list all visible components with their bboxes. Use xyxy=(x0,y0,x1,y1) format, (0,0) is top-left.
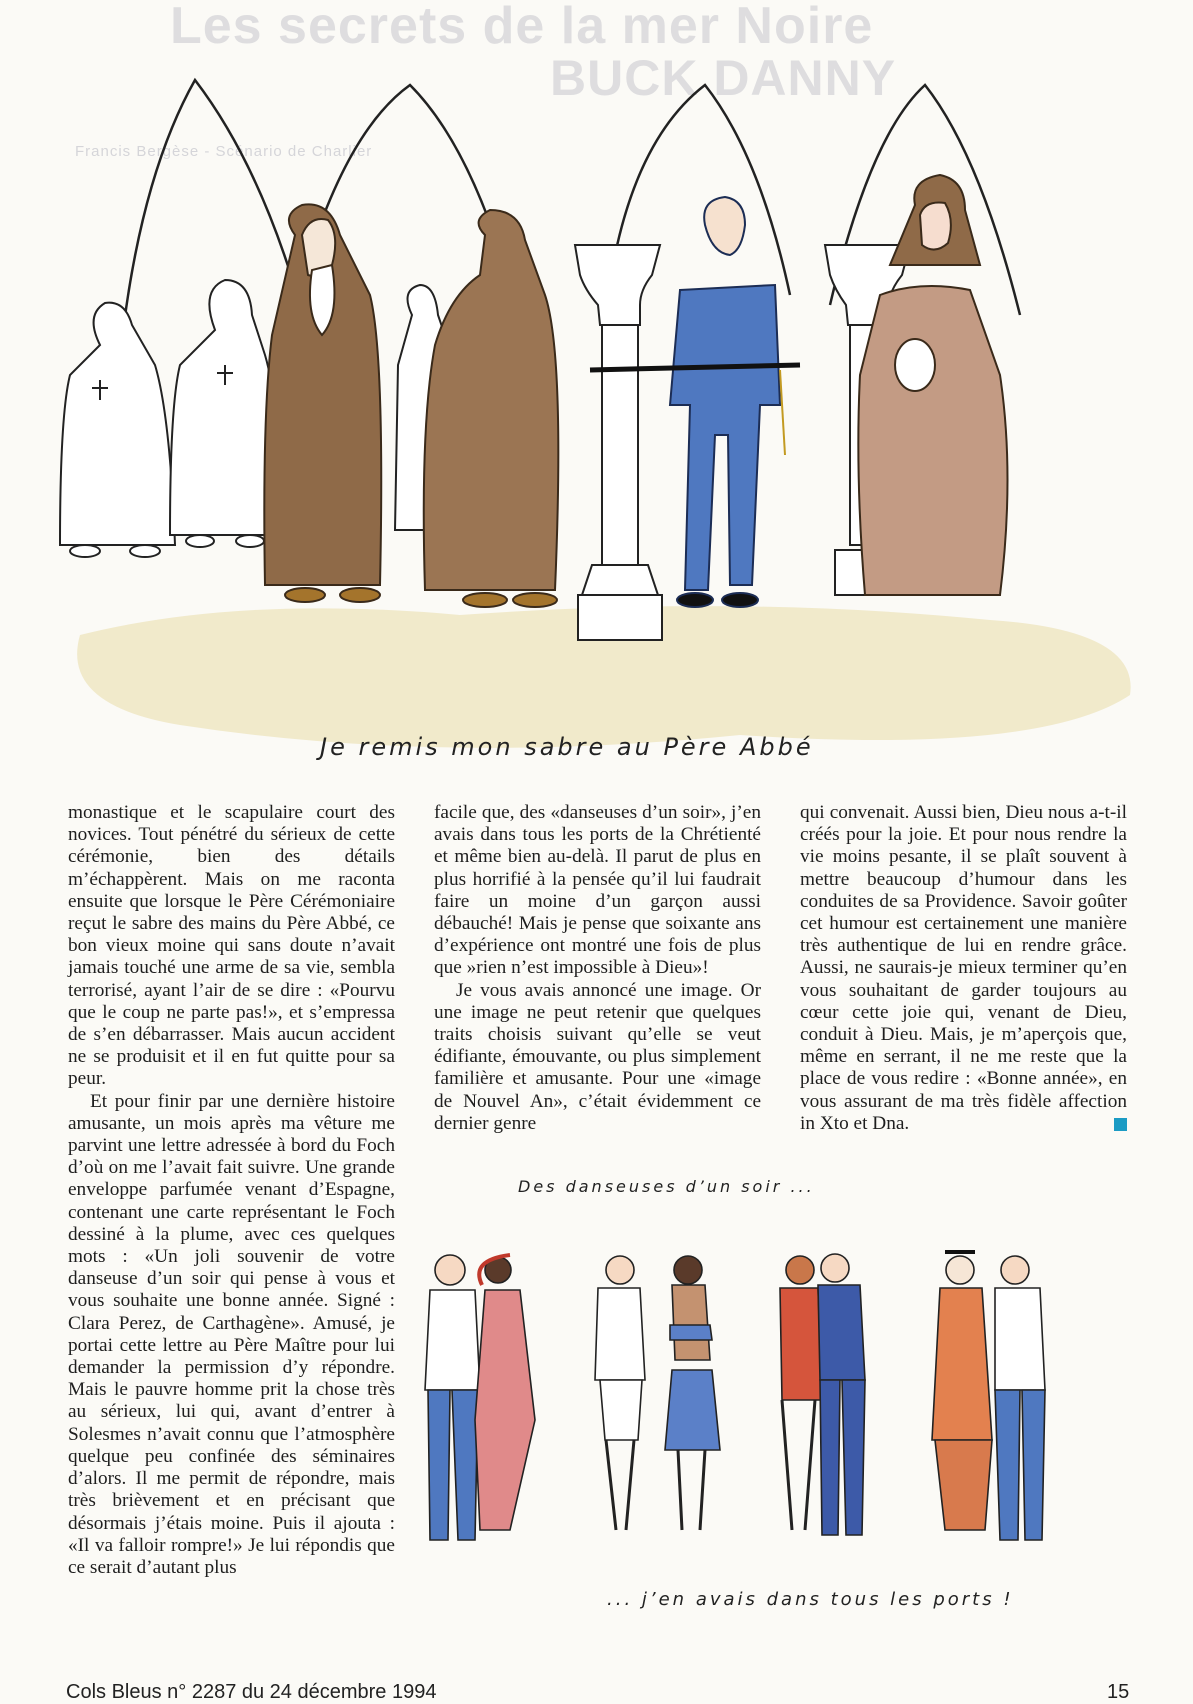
article-column-2 xyxy=(434,802,761,1135)
ghost-subtitle: BUCK DANNY xyxy=(550,50,897,106)
bottom-illustration-caption-bottom: ... j’en avais dans tous les ports ! xyxy=(607,1589,1014,1610)
end-of-article-mark xyxy=(1114,1118,1127,1131)
ghost-title: Les secrets de la mer Noire xyxy=(170,0,874,55)
bottom-illustration-caption-top: Des danseuses d’un soir ... xyxy=(518,1177,815,1196)
couple-3 xyxy=(780,1254,865,1535)
top-illustration-caption: Je remis mon sabre au Père Abbé xyxy=(320,733,814,761)
dancing-couples-illustration xyxy=(420,1240,1160,1570)
abbot-monk xyxy=(264,204,381,602)
novice-figure-1 xyxy=(60,303,175,557)
cloister-illustration xyxy=(40,75,1150,795)
paragraph: Et pour finir par une dernière histoire amusante, un mois après ma vêture me parvint une lettre adressée à bord du Foch d’où on me l’avait fait suivre. Une grande enveloppe parfumée venant d’Espagne, contenant une carte représentant le Foch dessiné à la plume, avec ces quelques mots : «Un joli souvenir de votre danseuse d’un soir qui pense à vous et vous souhaite une bonne année. Signé : Clara Perez, de Carthagène». Amusé, je portai cette lettre au Père Maître pour lui demander la permission d’y répondre. Mais le pauvre homme prit la chose très au sérieux, lui qui, avant d’entrer à Solesmes n’avait connu que l’atmosphère quelque peu confinée des séminaires d’alors. Il me permit de répondre, mais très brièvement et en précisant que désormais j’étais moine. Puis il ajouta : «Il va falloir rompre!» Je lui répondis que ce serait d’autant plus xyxy=(68,1090,395,1578)
column-left xyxy=(575,245,662,640)
article-column-1 xyxy=(68,802,395,1579)
publication-footer: Cols Bleus n° 2287 du 24 décembre 1994 xyxy=(66,1681,437,1703)
paragraph: Je vous avais annoncé une image. Or une image ne peut retenir que quelques traits choisis suivant qu’elle se veut édifiante, émouvante, ou plus simplement familière et amusante. Pour une «image de Nouvel An», c’était évidemment ce dernier genre xyxy=(434,979,761,1134)
couple-2 xyxy=(595,1256,720,1530)
paragraph: monastique et le scapulaire court des novices. Tout pénétré du sérieux de cette cérémonie, bien des détails m’échappèrent. Mais on me raconta ensuite que lorsque le Père Cérémoniaire reçut le sabre des mains du Père Abbé, ce bon vieux moine qui sans doute n’avait jamais touché une arme de sa vie, sembla terrorisé, ayant l’air de se dire : «Pourvu que le coup ne parte pas!», et s’empressa de s’en débarrasser. Mais aucun accident ne se produisit et il en fut quitte pour sa peur. xyxy=(68,802,395,1090)
page-number: 15 xyxy=(1107,1681,1130,1703)
paragraph: facile que, des «danseuses d’un soir», j’en avais dans tous les ports de la Chrétienté et même bien au-delà. Il parut de plus en plus horrifié à la pensée qu’il lui faudrait faire un moine d’un garçon aussi débauché! Mais je pense que soixante ans d’expérience ont montré une fois de plus que »rien n’est impossible à Dieu»! xyxy=(434,802,761,979)
ghost-credits: Francis Bergèse - Scénario de Charlier xyxy=(75,143,373,160)
paragraph xyxy=(800,802,1127,1135)
article-column-3 xyxy=(800,802,1127,1135)
couple-4 xyxy=(932,1252,1045,1540)
monk-back-view xyxy=(424,210,559,607)
couple-1 xyxy=(425,1255,535,1540)
paragraph-text: qui convenait. Aussi bien, Dieu nous a-t-il créés pour la joie. Et pour nous rendre la vie moins pesante, il se plaît souvent à mettre beaucoup d’humour dans les conduites de sa Providence. Savoir goûter cet humour est certainement une manière très authentique de lui en rendre grâce. Aussi, ne saurais-je mieux terminer qu’en vous souhaitant de garder toujours au cœur cette joie qui, venant de Dieu, conduit à Dieu. Mais, je m’aperçois que, même en serrant, il ne me reste que la place de vous redire : «Bonne année», en vous assurant de ma très fidèle affection in Xto et Dna. xyxy=(800,802,1127,1134)
monk-holding-habit xyxy=(858,175,1007,595)
